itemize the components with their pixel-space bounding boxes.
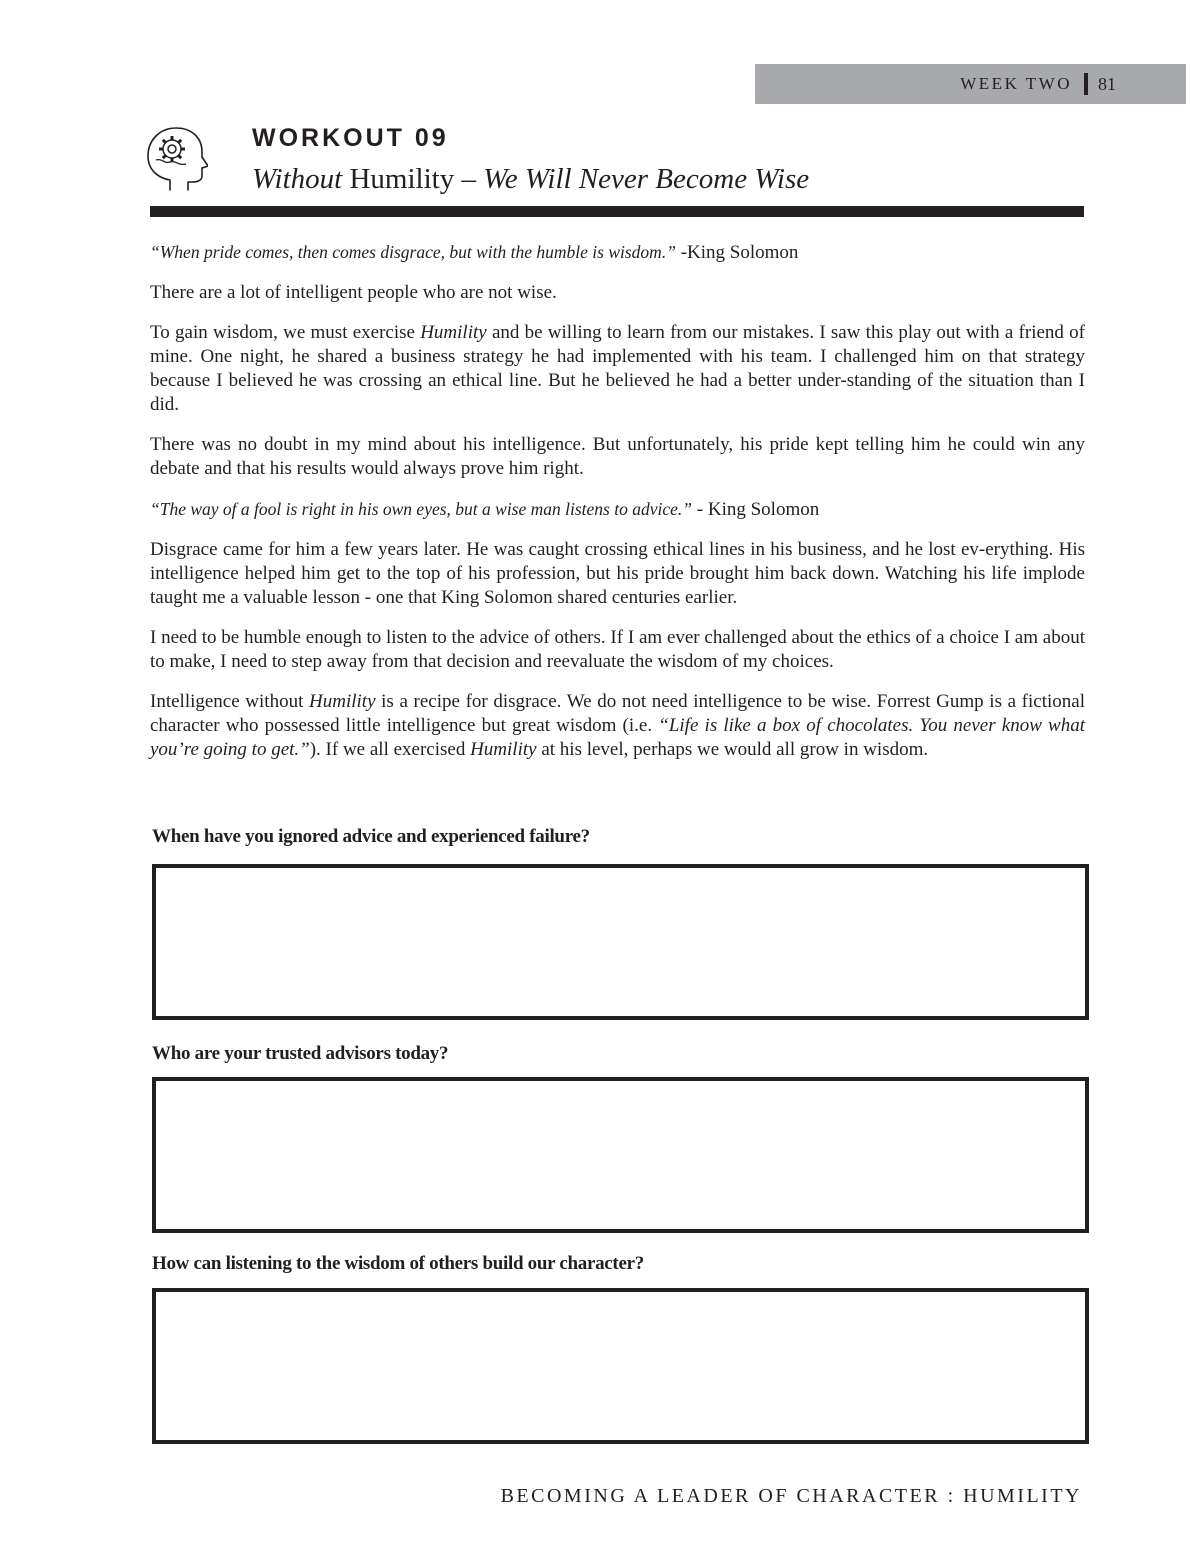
footer-title: BECOMING A LEADER OF CHARACTER : HUMILITY: [500, 1485, 1082, 1507]
quote-attribution: -King Solomon: [675, 242, 799, 263]
week-header-band: [755, 64, 1186, 104]
opening-quote: [150, 240, 1085, 265]
paragraph: Disgrace came for him a few years later. He was caught crossing ethical lines in his business, and he lost ev-erything. His intelligence helped him get to the top of his profession, but his pride brought him back down. Watching his life implode taught me a valuable lesson - one that King Solomon shared centuries earlier.: [150, 539, 1085, 608]
paragraph: I need to be humble enough to listen to the advice of others. If I am ever challenged about the ethics of a choice I am about to make, I need to step away from that decision and reevaluate the wisdom of my choices.: [150, 627, 1085, 672]
emphasis: Humility: [420, 322, 487, 343]
page-number: 81: [1098, 73, 1116, 94]
paragraph: There are a lot of intelligent people who are not wise.: [150, 282, 557, 303]
body-content: [150, 240, 1085, 778]
emphasis: Humility: [309, 691, 376, 712]
text-span: ). If we all exercised: [309, 739, 471, 760]
paragraph: [150, 690, 1085, 762]
answer-box-1[interactable]: [152, 864, 1089, 1020]
question-2-label: Who are your trusted advisors today?: [152, 1043, 449, 1064]
text-span: is a recipe for disgrace. We do not need intelligence to be wise. Forrest Gump is a fictional character who possessed little intelligence but great wisdom (i.e.: [150, 691, 1085, 736]
week-label: WEEK TWO: [960, 74, 1072, 93]
emphasis: Humility: [470, 739, 537, 760]
subtitle-part-3: We Will Never Become Wise: [483, 163, 810, 195]
question-1-label: When have you ignored advice and experienced failure?: [152, 826, 590, 847]
paragraph: [150, 321, 1085, 417]
workout-title: WORKOUT 09: [252, 124, 449, 152]
emphasis: “Life is like a box of chocolates. You never know what you’re going to get.”: [150, 715, 1085, 760]
question-3-label: How can listening to the wisdom of others build our character?: [152, 1253, 644, 1274]
quote-text: “The way of a fool is right in his own eyes, but a wise man listens to advice.”: [150, 499, 693, 519]
text-span: and be willing to learn from our mistakes. I saw this play out with a friend of mine. One night, he shared a business strategy he had implemented with his team. I challenged him on that strategy because I believed he was crossing an ethical line. But he believed he had a better under-standing of the situation than I did.: [150, 322, 1085, 415]
paragraph: There was no doubt in my mind about his intelligence. But unfortunately, his pride kept telling him he could win any debate and that his results would always prove him right.: [150, 434, 1085, 479]
subtitle-part-2: Humility –: [342, 163, 484, 195]
answer-box-3[interactable]: [152, 1288, 1089, 1444]
week-divider: [1084, 73, 1088, 95]
quote-text: “When pride comes, then comes disgrace, but with the humble is wisdom.”: [150, 242, 676, 262]
head-gear-icon: [142, 124, 208, 194]
text-span: Intelligence without: [150, 691, 310, 712]
subtitle-part-1: Without: [252, 163, 343, 195]
workout-subtitle: [252, 163, 809, 196]
second-quote: [150, 497, 1085, 522]
text-span: at his level, perhaps we would all grow in wisdom.: [536, 739, 929, 760]
answer-box-2[interactable]: [152, 1077, 1089, 1233]
quote-attribution: - King Solomon: [692, 499, 820, 520]
title-rule: [150, 206, 1084, 217]
text-span: To gain wisdom, we must exercise: [150, 322, 421, 343]
